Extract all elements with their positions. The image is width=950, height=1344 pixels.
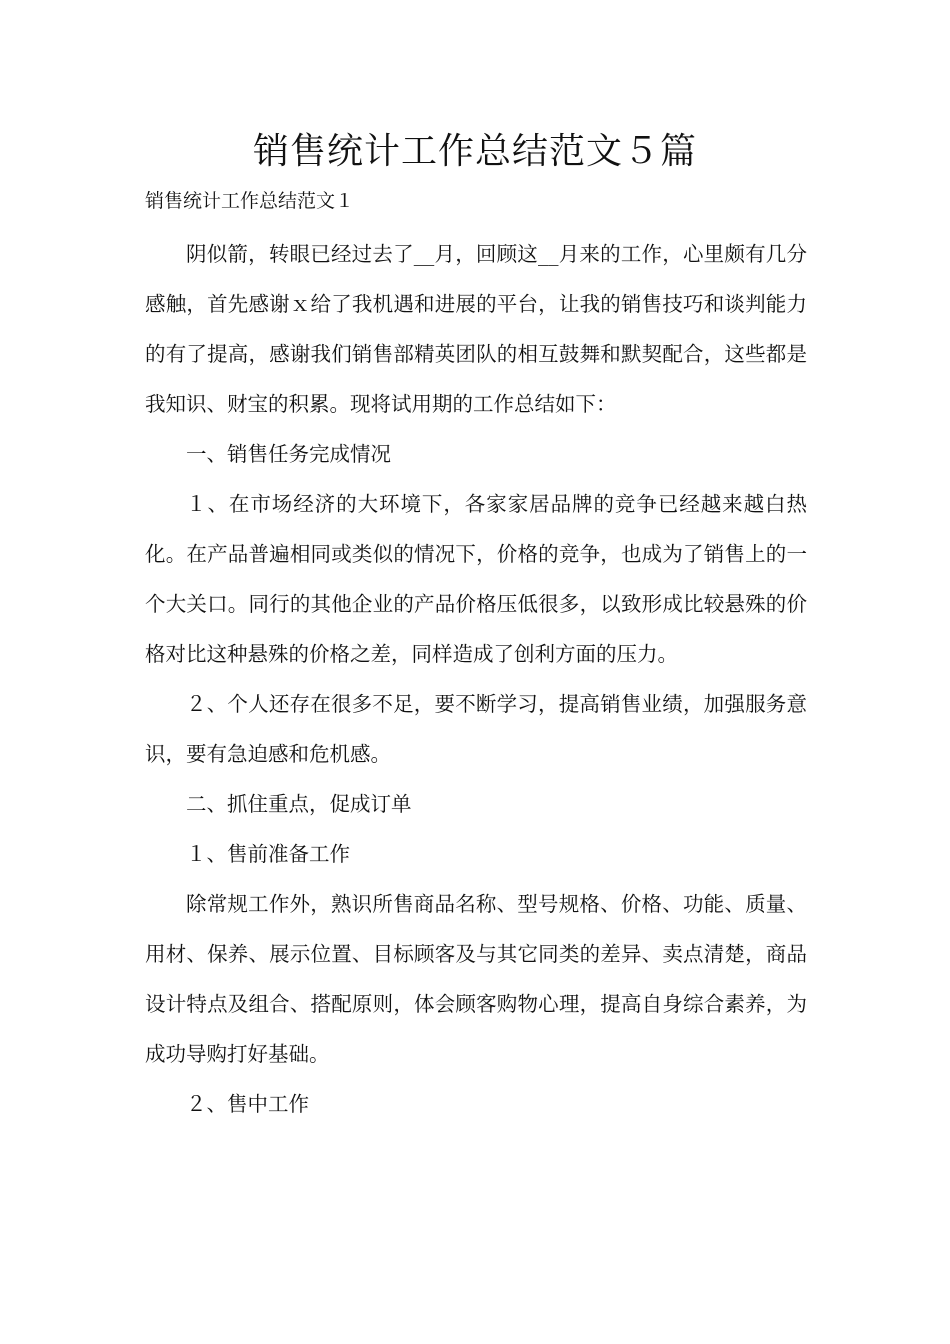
subheading-insale: ２、售中工作 — [186, 1092, 309, 1116]
section-heading-1: 一、销售任务完成情况 — [186, 442, 391, 466]
section-heading-2: 二、抓住重点，促成订单 — [186, 792, 412, 816]
document-title: 销售统计工作总结范文５篇 — [252, 131, 697, 172]
paragraph-item-2: ２、个人还存在很多不足，要不断学习，提高销售业绩，加强服务意识，要有急迫感和危机感。 — [145, 692, 807, 766]
paragraph-item-1: １、在市场经济的大环境下，各家家居品牌的竞争已经越来越白热化。在产品普遍相同或类似的情况下，价格的竞争，也成为了销售上的一个大关口。同行的其他企业的产品价格压低很多，以致形成比较悬殊的价格对比这种悬殊的价格之差，同样造成了创利方面的压力。 — [145, 492, 807, 666]
paragraph-presale: 除常规工作外，熟识所售商品名称、型号规格、价格、功能、质量、用材、保养、展示位置、目标顾客及与其它同类的差异、卖点清楚，商品设计特点及组合、搭配原则，体会顾客购物心理，提高自身综合素养，为成功导购打好基础。 — [145, 892, 807, 1066]
document-subtitle: 销售统计工作总结范文１ — [145, 190, 355, 212]
subheading-presale: １、售前准备工作 — [186, 842, 350, 866]
document-body — [145, 229, 807, 1129]
paragraph-intro: 阴似箭，转眼已经过去了__月，回顾这__月来的工作，心里颇有几分感触，首先感谢ｘ给了我机遇和进展的平台，让我的销售技巧和谈判能力的有了提高，感谢我们销售部精英团队的相互鼓舞和默契配合，这些都是我知识、财宝的积累。现将试用期的工作总结如下： — [145, 242, 807, 416]
